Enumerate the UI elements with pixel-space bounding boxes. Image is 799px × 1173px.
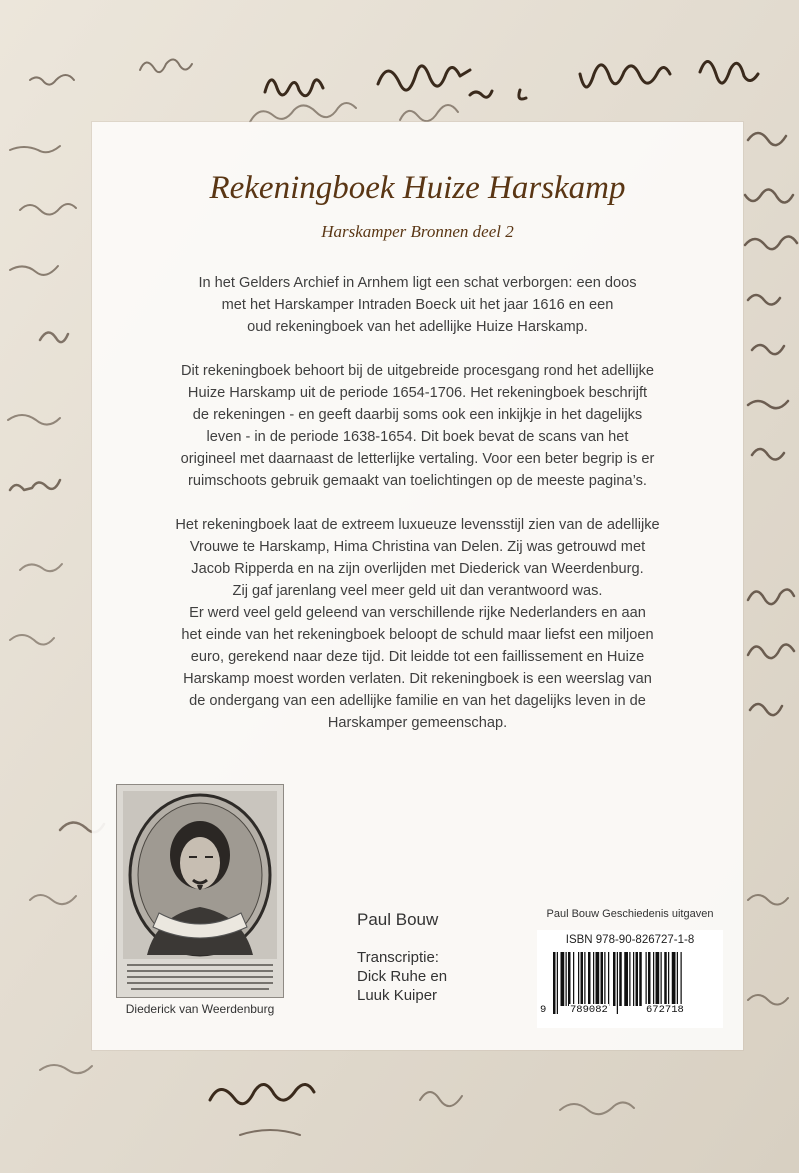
barcode-bar xyxy=(646,952,647,1006)
portrait-caption: Diederick van Weerdenburg xyxy=(125,1002,275,1016)
barcode-bar xyxy=(648,952,651,1006)
cover-text-panel xyxy=(92,122,743,1050)
book-subtitle: Harskamper Bronnen deel 2 xyxy=(321,222,514,241)
barcode-digit-lead: 9 xyxy=(540,1004,547,1016)
blurb-line: het einde van het rekeningboek beloopt de schuld maar liefst een miljoen xyxy=(181,627,654,643)
barcode-bar xyxy=(553,952,556,1014)
blurb-paragraph-3 xyxy=(122,514,713,734)
barcode-bar xyxy=(573,952,574,1006)
blurb-line: In het Gelders Archief in Arnhem ligt een schat verborgen: een doos xyxy=(198,275,637,291)
blurb-paragraph-2 xyxy=(122,360,713,492)
barcode-bar xyxy=(613,952,616,1006)
credits xyxy=(357,948,447,1005)
barcode-bar xyxy=(633,952,634,1006)
blurb-line: Zij gaf jarenlang veel meer geld uit dan verantwoord was. xyxy=(232,583,603,599)
blurb-line: Harskamper gemeenschap. xyxy=(327,715,508,731)
blurb-line: met het Harskamper Intraden Boeck uit het jaar 1616 en een xyxy=(221,297,614,313)
barcode-bar xyxy=(557,952,558,1014)
barcode-bar xyxy=(668,952,669,1006)
barcode-bar xyxy=(661,952,662,1006)
barcode-bar xyxy=(619,952,622,1006)
barcode-bar xyxy=(672,952,676,1006)
barcode-bar xyxy=(617,952,618,1014)
publisher-name: Paul Bouw Geschiedenis uitgaven xyxy=(546,908,714,920)
blurb-line: Harskamp moest worden verlaten. Dit rekeningboek is een weerslag van xyxy=(183,671,652,687)
barcode-bar xyxy=(677,952,678,1006)
barcode-bar xyxy=(653,952,654,1006)
portrait-block xyxy=(116,784,284,1020)
book-title: Rekeningboek Huize Harskamp xyxy=(209,170,626,206)
blurb xyxy=(122,272,713,756)
barcode-bar xyxy=(604,952,605,1006)
isbn-text: ISBN 978-90-826727-1-8 xyxy=(565,934,695,946)
blurb-line: Dit rekeningboek behoort bij de uitgebreide procesgang rond het adellijke xyxy=(181,363,654,379)
credits-label: Transcriptie: xyxy=(357,949,439,966)
barcode-bar xyxy=(588,952,591,1006)
barcode-bar xyxy=(568,952,571,1006)
blurb-paragraph-1 xyxy=(122,272,713,338)
barcode-bar xyxy=(584,952,585,1006)
barcode-bar xyxy=(578,952,579,1006)
barcode xyxy=(541,952,719,1014)
barcode-bar xyxy=(656,952,660,1006)
blurb-line: Er werd veel geld geleend van verschillende rijke Nederlanders en aan xyxy=(189,605,646,621)
blurb-line: de ondergang van een adellijke familie en van het dagelijks leven in de xyxy=(189,693,646,709)
blurb-line: euro, gerekend naar deze tijd. Dit leidde tot een faillissement en Huize xyxy=(190,649,645,665)
barcode-digits-left: 789082 xyxy=(570,1004,608,1016)
barcode-bar xyxy=(593,952,594,1006)
author-name: Paul Bouw xyxy=(357,910,439,929)
blurb-line: ruimschoots gebruik gemaakt van toelichtingen op de meeste pagina’s. xyxy=(188,473,647,489)
barcode-bar xyxy=(639,952,642,1006)
credits-name: Luuk Kuiper xyxy=(357,987,438,1004)
blurb-line: origineel met daarnaast de letterlijke vertaling. Voor een beter begrip is er xyxy=(180,451,655,467)
blurb-line: Vrouwe te Harskamp, Hima Christina van Delen. Zij was getrouwd met xyxy=(189,539,646,555)
portrait-engraving xyxy=(116,784,284,998)
barcode-box xyxy=(537,930,723,1028)
barcode-area xyxy=(537,908,723,1028)
blurb-line: Het rekeningboek laat de extreem luxueuze levensstijl zien van de adellijke xyxy=(175,517,660,533)
barcode-bar xyxy=(664,952,667,1006)
blurb-line: Huize Harskamp uit de periode 1654-1706. Het rekeningboek beschrijft xyxy=(187,385,648,401)
barcode-bar xyxy=(596,952,600,1006)
barcode-digits-right: 672718 xyxy=(646,1004,684,1016)
barcode-bar xyxy=(561,952,565,1006)
blurb-line: de rekeningen - en geeft daarbij soms ook een inkijkje in het dagelijks xyxy=(192,407,643,423)
credits-name: Dick Ruhe en xyxy=(357,968,448,985)
blurb-line: oud rekeningboek van het adellijke Huize Harskamp. xyxy=(247,319,588,335)
barcode-bar xyxy=(601,952,604,1006)
blurb-line: Jacob Ripperda en na zijn overlijden met Diederick van Weerdenburg. xyxy=(191,561,644,577)
barcode-bar xyxy=(566,952,567,1006)
barcode-bar xyxy=(636,952,639,1006)
blurb-line: leven - in de periode 1638-1654. Dit boek bevat de scans van het xyxy=(206,429,629,445)
barcode-bar xyxy=(608,952,609,1006)
barcode-bar xyxy=(581,952,584,1006)
barcode-bar xyxy=(624,952,628,1006)
barcode-bar xyxy=(629,952,630,1006)
